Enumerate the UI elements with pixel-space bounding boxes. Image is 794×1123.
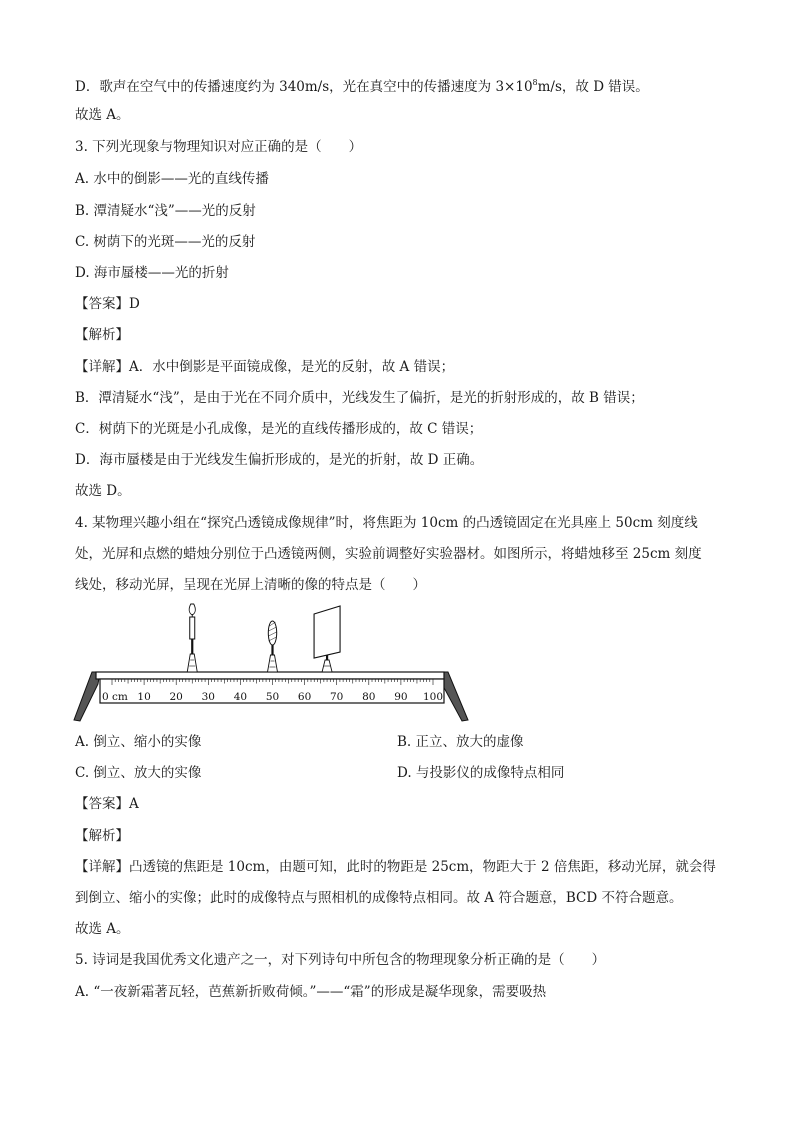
ruler-label: 30 xyxy=(201,691,215,703)
ruler-label: 70 xyxy=(330,691,344,703)
q3-analysis-label: 【解析】 xyxy=(75,327,129,343)
q4-answer: 【答案】A xyxy=(75,796,139,812)
q5-option-a: A. “一夜新霜著瓦轻，芭蕉新折败荷倾。”——“霜”的形成是凝华现象，需要吸热 xyxy=(75,984,547,1000)
q4-option-d: D. 与投影仪的成像特点相同 xyxy=(397,765,565,781)
q3-option-b: B. 潭清疑水“浅”——光的反射 xyxy=(75,203,256,219)
ruler-label: 50 xyxy=(265,691,280,703)
q2-option-d-text-b: m/s，故 D 错误。 xyxy=(537,79,649,95)
q3-answer: 【答案】D xyxy=(75,296,140,312)
candle xyxy=(187,604,197,672)
q4-detail-1: 【详解】凸透镜的焦距是 10cm，由题可知，此时的物距是 25cm，物距大于 2 倍焦距，移动光屏，就会得 xyxy=(75,859,716,875)
q3-detail-2: B．潭清疑水“浅”，是由于光在不同介质中，光线发生了偏折，是光的折射形成的，故 B 错误； xyxy=(75,390,644,406)
q4-option-b: B. 正立、放大的虚像 xyxy=(397,734,524,750)
q3-option-c: C. 树荫下的光斑——光的反射 xyxy=(75,234,256,250)
q4-option-c: C. 倒立、放大的实像 xyxy=(75,765,202,781)
q4-conclusion: 故选 A。 xyxy=(75,921,130,937)
q2-conclusion: 故选 A。 xyxy=(75,107,130,123)
q3-detail-3: C．树荫下的光斑是小孔成像，是光的直线传播形成的，故 C 错误； xyxy=(75,421,483,437)
q2-option-d xyxy=(75,74,649,96)
q4-stem-2: 处，光屏和点燃的蜡烛分别位于凸透镜两侧，实验前调整好实验器材。如图所示，将蜡烛移至 25cm 刻度 xyxy=(75,546,702,562)
ruler-label: 10 xyxy=(137,691,151,703)
q5-stem: 5. 诗词是我国优秀文化遗产之一，对下列诗句中所包含的物理现象分析正确的是（ ） xyxy=(75,952,606,968)
q3-detail-4: D．海市蜃楼是由于光线发生偏折形成的，是光的折射，故 D 正确。 xyxy=(75,452,484,468)
candle-flame xyxy=(189,604,195,615)
ruler-label: 0 cm xyxy=(102,691,128,703)
ruler-label: 80 xyxy=(362,691,376,703)
lens-holder xyxy=(268,655,278,672)
candle-holder xyxy=(187,654,197,672)
q2-option-d-text-a: D．歌声在空气中的传播速度约为 340m/s，光在真空中的传播速度为 3×10 xyxy=(75,79,533,95)
bench-rail xyxy=(96,672,444,679)
q3-option-d: D. 海市蜃楼——光的折射 xyxy=(75,265,229,281)
lens-glass xyxy=(268,621,276,645)
q3-option-a: A. 水中的倒影——光的直线传播 xyxy=(75,171,269,187)
q4-stem-3: 线处，移动光屏，呈现在光屏上清晰的像的特点是（ ） xyxy=(75,577,426,593)
ruler-label: 40 xyxy=(233,691,248,703)
q3-stem: 3. 下列光现象与物理知识对应正确的是（ ） xyxy=(75,139,363,155)
ruler-label: 20 xyxy=(169,691,183,703)
q3-conclusion: 故选 D。 xyxy=(75,483,131,499)
q4-detail-2: 到倒立、缩小的实像；此时的成像特点与照相机的成像特点相同。故 A 符合题意，BCD 不符合题意。 xyxy=(75,890,683,906)
optical-bench-figure xyxy=(70,600,470,728)
q4-option-a: A. 倒立、缩小的实像 xyxy=(75,734,202,750)
q4-analysis-label: 【解析】 xyxy=(75,828,129,844)
ruler-label: 90 xyxy=(394,691,408,703)
ruler-label: 60 xyxy=(297,691,312,703)
q3-detail-1: 【详解】A．水中倒影是平面镜成像，是光的反射，故 A 错误； xyxy=(75,359,455,375)
q4-stem-1: 4. 某物理兴趣小组在“探究凸透镜成像规律”时，将焦距为 10cm 的凸透镜固定在光具座上 50cm 刻度线 xyxy=(75,515,698,531)
convex-lens xyxy=(268,621,278,672)
light-screen xyxy=(314,606,340,672)
screen-panel xyxy=(314,606,340,658)
candle-body xyxy=(190,617,195,639)
ruler-label: 100 xyxy=(422,691,444,703)
q2-option-d-exponent: 8 xyxy=(532,78,538,87)
